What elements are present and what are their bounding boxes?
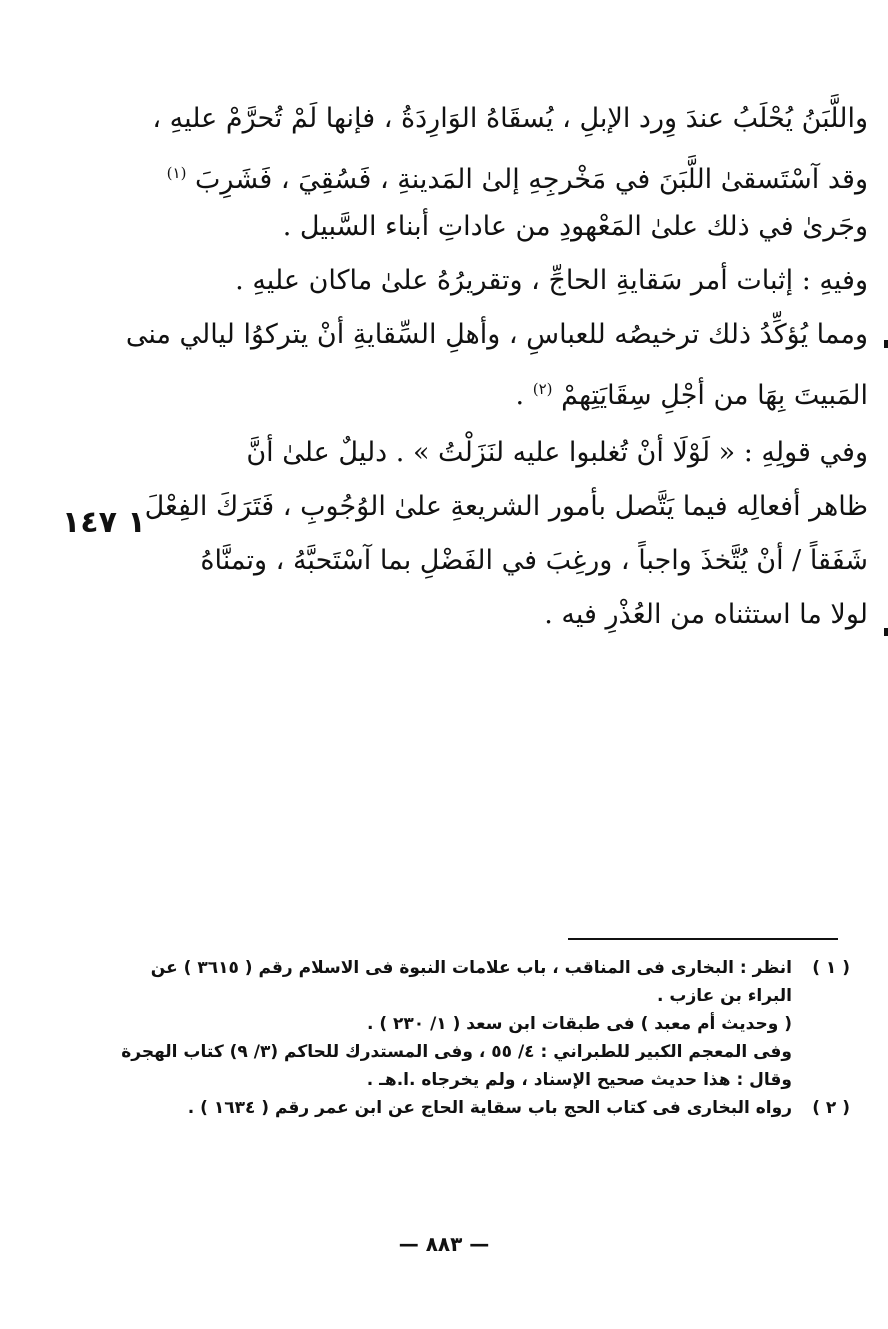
paragraph-2 (170, 254, 868, 308)
main-text (125, 92, 868, 642)
footnote-line: ( وحديث أم معبد ) فى طبقات ابن سعد ( ١/ ٢٣٠ ) . (366, 1014, 792, 1034)
footnote-ref-1[interactable]: (١) (166, 164, 187, 182)
footnote-number: ( ١ ) (812, 958, 850, 978)
footnotes (121, 954, 850, 1122)
paragraph-1 (152, 92, 868, 254)
text-line: وفيهِ : إثبات أمر سَقايةِ الحاجِّ ، وتقريرُهُ علىٰ ماكان عليهِ . (235, 265, 868, 296)
footnote-line: البراء بن عازب . (656, 986, 792, 1006)
text-line: وفي قولِهِ : « لَوْلَا أنْ تُغلبوا عليه لنَزَلْتُ » . دليلٌ علىٰ أنَّ (246, 437, 868, 468)
footnote-number: ( ٢ ) (812, 1098, 850, 1118)
margin-page-reference: ١ ١٤٧ (62, 505, 146, 540)
text-line: لولا ما استثناه من العُذْرِ فيه . (544, 599, 868, 630)
paragraph-4 (144, 426, 868, 642)
page-number: — ٨٨٣ — (398, 1232, 490, 1256)
footnote-separator (568, 938, 838, 940)
text-line: وقد آسْتَسقىٰ اللَّبَنَ في مَخْرجِهِ إلىٰ المَدينةِ ، فَسُقِيَ ، فَشَرِبَ $^{(١)}$ (166, 164, 868, 195)
paragraph-3 (125, 308, 868, 416)
margin-mark (884, 628, 888, 636)
text-line: المَبيتَ بِهَا من أجْلِ سِقَايَتِهمْ $^{(٢)}$ . (515, 380, 868, 411)
footnote-line: وفى المعجم الكبير للطبراني : ٤/ ٥٥ ، وفى المستدرك للحاكم (٣/ ٩) كتاب الهجرة (121, 1042, 792, 1062)
text-line: ومما يُؤكِّدُ ذلك ترخيصُه للعباسِ ، وأهلِ السِّقايةِ أنْ يتركوُا ليالي منى (125, 319, 868, 350)
text-line: شَفَقاً / أنْ يُتَّخذَ واجباً ، ورغِبَ في الفَضْلِ بما آسْتَحبَّهُ ، وتمنَّاهُ (200, 545, 868, 576)
footnote-line: ( ٢ )رواه البخارى فى كتاب الحج باب سقاية الحاج عن ابن عمر رقم ( ١٦٣٤ ) . (165, 1094, 850, 1122)
text-line: وجَرىٰ في ذلك علىٰ المَعْهودِ من عاداتِ أبناء السَّبيل . (282, 211, 868, 242)
text-line: واللَّبَنُ يُحْلَبُ عندَ وِرد الإبلِ ، يُسقَاهُ الوَارِدَةُ ، فإنها لَمْ تُحرَّمْ عليهِ ، (152, 103, 868, 134)
footnote-line: ( ١ )انظر : البخارى فى المناقب ، باب علامات النبوة فى الاسلام رقم ( ٣٦١٥ ) عن (165, 954, 850, 982)
margin-mark (884, 340, 888, 348)
text-line: ظاهر أفعالِه فيما يَتَّصل بأمور الشريعةِ علىٰ الوُجُوبِ ، فَتَرَكَ الفِعْلَ (144, 491, 868, 522)
footnote-ref-2[interactable]: (٢) (532, 380, 553, 398)
footnote-line: وقال : هذا حديث صحيح الإسناد ، ولم يخرجاه .ا.هـ . (366, 1070, 792, 1090)
